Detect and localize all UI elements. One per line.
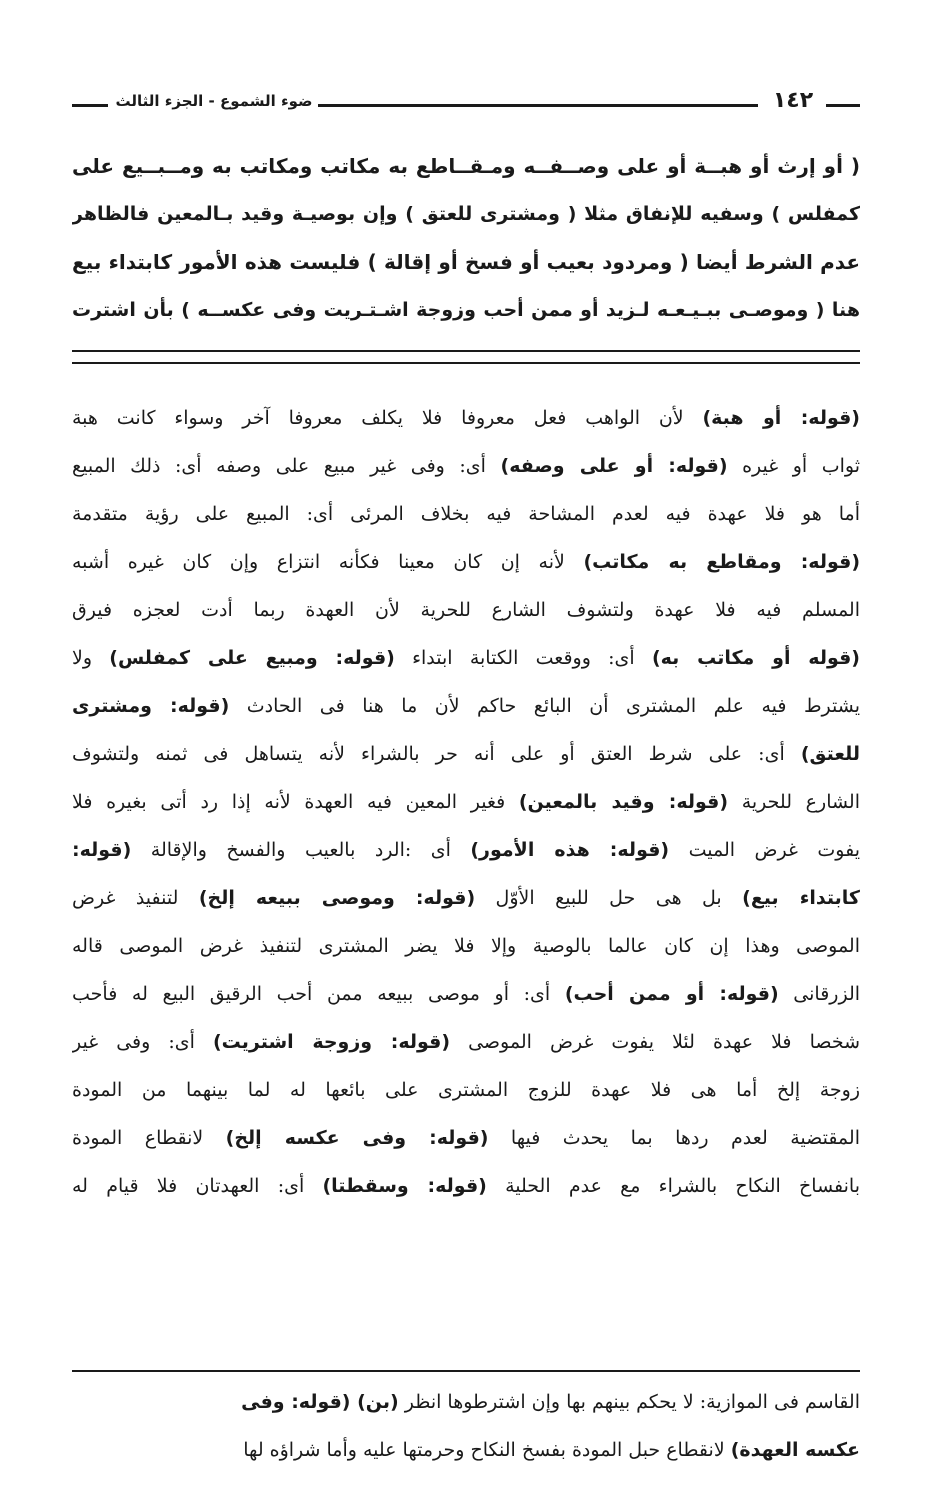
quoted-lemma: (قوله: وسقطتا) [322, 1175, 487, 1197]
commentary-segment: لانقطاع المودة [72, 1127, 226, 1149]
commentary-segment: لتنفيذ غرض [72, 887, 199, 909]
commentary-segment: أى: على شرط العتق أو على أنه حر بالشراء لأنه يتساهل فى ثمنه ولتشوف [72, 743, 801, 765]
quoted-lemma: (قوله: ومبيع على كمفلس) [109, 647, 395, 669]
quoted-lemma: (قوله: وموصى ببيعه إلخ) [198, 887, 476, 909]
quoted-lemma: كابتداء بيع) [742, 887, 860, 909]
page-number: ١٤٢ [772, 88, 814, 113]
commentary-line [72, 1114, 860, 1162]
footnote-text [72, 1378, 860, 1474]
footnote-line [72, 1426, 860, 1474]
commentary-segment: بل هى حل للبيع الأوّل [475, 887, 743, 909]
main-text-line: ( أو إرث أو هبــة أو على وصــفــه ومـقــاطع به مكاتب ومكاتب به ومــبــيع على [72, 154, 860, 178]
commentary-line [72, 538, 860, 586]
quoted-lemma: للعتق) [800, 743, 860, 765]
quoted-lemma: (قوله: وزوجة اشتريت) [212, 1031, 451, 1053]
quoted-lemma: (قوله: وقيد بالمعين) [518, 791, 729, 813]
book-page [72, 88, 860, 1478]
commentary-line [72, 874, 860, 922]
commentary-line [72, 778, 860, 826]
running-header [72, 88, 860, 122]
quoted-lemma: عكسه العهدة) [730, 1439, 860, 1461]
commentary-segment: أى: وفى غير [72, 1031, 213, 1053]
quoted-lemma: (قوله: وفى عكسه إلخ) [225, 1127, 489, 1149]
commentary-segment: فغير المعين فيه العهدة لأنه إذا رد أتى بغيره فلا [72, 791, 519, 813]
commentary-line [72, 682, 860, 730]
footnote-line [72, 1378, 860, 1426]
quoted-lemma: (قوله: هذه الأمور) [470, 839, 670, 861]
quoted-lemma: (قوله: أو هبة) [702, 407, 860, 429]
commentary-segment: شخصا فلا عهدة لئلا يفوت غرض الموصى [450, 1031, 860, 1053]
separator-rule-bottom [72, 362, 860, 364]
commentary-segment: لأنه إن كان معينا فكأنه انتزاع وإن كان غيره أشبه [72, 551, 584, 573]
quoted-lemma: (قوله: أو ممن أحب) [564, 983, 779, 1005]
commentary-line [72, 1066, 860, 1114]
commentary-segment: أى :الرد بالعيب والفسخ والإقالة [131, 839, 471, 861]
main-text-line: عدم الشرط أيضا ( ومردود بعيب أو فسخ أو إقالة ) فليست هذه الأمور كابتداء بيع [72, 250, 860, 274]
commentary-line [72, 586, 860, 634]
commentary-segment: المسلم فيه فلا عهدة ولتشوف الشارع للحرية لأن العهدة ربما أدت لعجزه فيرق [72, 599, 860, 621]
commentary-line [72, 490, 860, 538]
main-text-line: كمفلس ) وسفيه للإنفاق مثلا ( ومشترى للعتق ) وإن بوصيـة وقيد بـالمعين فالظاهر [72, 203, 860, 225]
footnote-separator [72, 1370, 860, 1372]
quoted-lemma: (قوله: أو على وصفه) [500, 455, 728, 477]
commentary-segment: يفوت غرض الميت [669, 839, 860, 861]
commentary-segment: لأن الواهب فعل معروفا فلا يكلف معروفا آخر وسواء كانت هبة [72, 407, 703, 429]
quoted-lemma: (قوله أو مكاتب به) [651, 647, 860, 669]
commentary-segment: الموصى وهذا إن كان عالما بالوصية وإلا فلا يضر المشترى لتنفيذ غرض الموصى قاله [72, 935, 860, 957]
commentary-segment: المقتضية لعدم ردها بما يحدث فيها [488, 1127, 860, 1149]
commentary-segment: لانقطاع حبل المودة بفسخ النكاح وحرمتها عليه وأما شراؤه لها [243, 1439, 731, 1461]
commentary-segment: الزرقانى [778, 983, 860, 1005]
commentary-line [72, 442, 860, 490]
commentary-line [72, 826, 860, 874]
main-text [72, 142, 860, 334]
commentary-segment: ولا [72, 647, 110, 669]
commentary-line [72, 970, 860, 1018]
commentary-line [72, 634, 860, 682]
commentary-segment: يشترط فيه علم المشترى أن البائع حاكم لأن ما هنا فى الحادث [229, 695, 860, 717]
book-title: ضوء الشموع - الجزء الثالث [115, 92, 313, 110]
commentary-segment: أى: أو موصى ببيعه ممن أحب الرقيق البيع له فأحب [72, 983, 565, 1005]
commentary-segment: أى: وفى غير مبيع على وصفه أى: ذلك المبيع [72, 455, 501, 477]
commentary-segment: ثواب أو غيره [727, 455, 860, 477]
commentary-line [72, 1162, 860, 1210]
quoted-lemma: (قوله: ومقاطع به مكاتب) [583, 551, 860, 573]
commentary-segment: القاسم فى الموازية: لا يحكم بينهم بها وإن اشترطوها انظر [398, 1391, 860, 1413]
commentary-line [72, 394, 860, 442]
header-rule-left [72, 104, 108, 107]
commentary-segment: الشارع للحرية [728, 791, 860, 813]
commentary-segment: أى: العهدتان فلا قيام له [72, 1175, 323, 1197]
commentary-segment: أما هو فلا عهدة فيه لعدم المشاحة فيه بخلاف المرئى أى: المبيع على رؤية متقدمة [72, 503, 860, 525]
commentary-segment: زوجة إلخ أما هى فلا عهدة للزوج المشترى على بائعها له لما بينهما من المودة [72, 1079, 860, 1101]
commentary-segment: أى: ووقعت الكتابة ابتداء [394, 647, 652, 669]
quoted-lemma: (قوله: [72, 839, 132, 861]
commentary-segment: بانفساخ النكاح بالشراء مع عدم الحلية [486, 1175, 860, 1197]
quoted-lemma: (بن) (قوله: وفى [241, 1391, 399, 1413]
main-text-line: هنا ( وموصـى ببـيـعـه لـزيد أو ممن أحب وزوجة اشـتـريت وفى عكســه ) بأن اشترت [72, 299, 860, 321]
commentary-text [72, 394, 860, 1210]
commentary-line [72, 730, 860, 778]
commentary-line [72, 922, 860, 970]
quoted-lemma: (قوله: ومشترى [72, 695, 230, 717]
header-rule-right [826, 104, 860, 107]
header-rule-middle [318, 104, 758, 107]
separator-rule-top [72, 350, 860, 352]
commentary-line [72, 1018, 860, 1066]
